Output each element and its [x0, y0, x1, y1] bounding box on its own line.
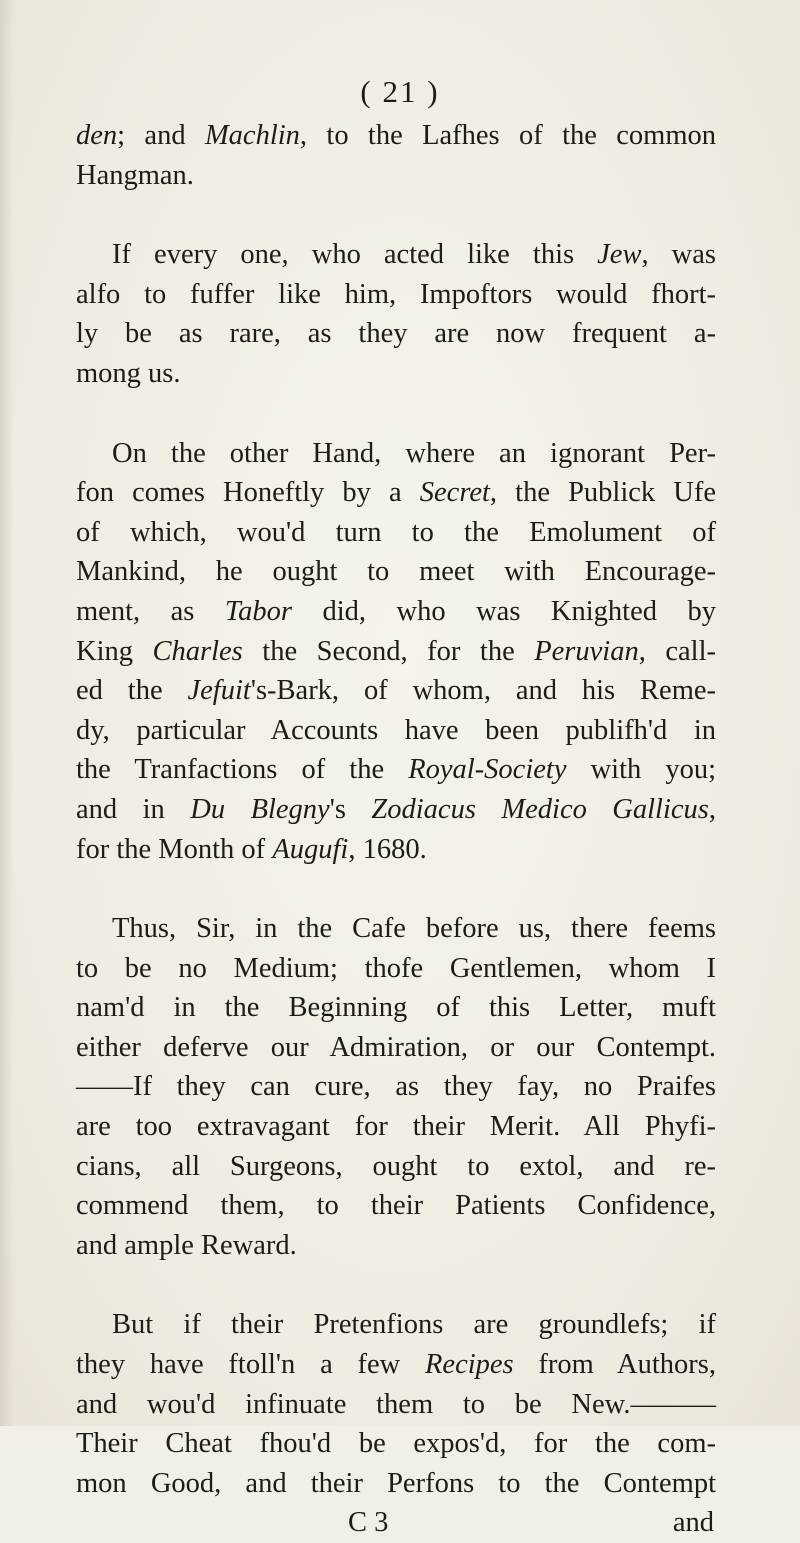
- line: Thus, Sir, in the Cafe before us, there feems: [112, 913, 716, 945]
- text-run: , was: [641, 239, 716, 271]
- line: [76, 116, 716, 156]
- text-run: , 1680.: [348, 833, 427, 865]
- paragraph-2: [76, 235, 716, 393]
- line: either deferve our Admiration, or our Contempt.: [76, 1031, 716, 1063]
- text-run: fon comes Honeftly by a: [76, 477, 420, 509]
- text-run: , the Publick Ufe: [489, 477, 716, 509]
- italic-word: Jefuit: [187, 675, 251, 707]
- page-footer: [76, 1503, 716, 1543]
- line: [76, 592, 716, 632]
- body-text: [76, 116, 716, 1543]
- text-run: with you;: [566, 754, 716, 786]
- paragraph-3: [76, 434, 716, 870]
- italic-word: Augufi: [272, 833, 349, 865]
- line: commend them, to their Patients Confidence,: [76, 1190, 716, 1222]
- text-run: ; and: [117, 120, 205, 151]
- text-run: for the Month of: [76, 833, 273, 865]
- line: alfo to fuffer like him, Impoftors would fhort-: [76, 278, 716, 310]
- italic-name: Du Blegny: [190, 793, 330, 825]
- text-run: the Tranfactions of the: [76, 754, 409, 786]
- line: [76, 235, 716, 275]
- paragraph-5: [76, 1305, 716, 1503]
- italic-word: Jew: [597, 239, 642, 271]
- line: are too extravagant for their Merit. All Phyfi-: [76, 1111, 716, 1143]
- text-run: ,: [708, 793, 717, 825]
- text-run: 's-Bark, of whom, and his Reme-: [250, 675, 716, 707]
- text-run: ment, as: [76, 595, 225, 627]
- line: [76, 830, 716, 870]
- italic-word: Secret: [419, 477, 490, 509]
- line: mong us.: [76, 357, 181, 389]
- text-run: from Authors,: [513, 1349, 716, 1381]
- line: [76, 750, 716, 790]
- line: ly be as rare, as they are now frequent a-: [76, 318, 716, 350]
- text-run: , to the Lafhes of the common: [299, 120, 716, 151]
- text-run: ed the: [76, 675, 188, 707]
- line: Mankind, he ought to meet with Encourage-: [76, 556, 716, 588]
- line: [76, 790, 716, 830]
- italic-word: Recipes: [425, 1349, 514, 1381]
- signature-mark: C 3: [348, 1507, 389, 1539]
- line: [76, 632, 716, 672]
- italic-name: Machlin: [204, 120, 300, 151]
- italic-word: den: [76, 120, 118, 151]
- page-edge-shadow: [0, 0, 14, 1426]
- text-run: , call-: [638, 635, 716, 667]
- italic-name: Royal-Society: [408, 754, 567, 786]
- text-run: 's: [329, 793, 372, 825]
- line: and ample Reward.: [76, 1229, 297, 1261]
- text-run: the Second, for the: [242, 635, 535, 667]
- line: But if their Pretenfions are groundlefs; if: [112, 1309, 716, 1341]
- line: Hangman.: [76, 159, 194, 191]
- text-run: and in: [76, 793, 191, 825]
- line: of which, wou'd turn to the Emolument of: [76, 516, 716, 548]
- line: [76, 671, 716, 711]
- line: dy, particular Accounts have been publifh'd in: [76, 714, 716, 746]
- italic-title: Zodiacus Medico Gallicus: [371, 793, 709, 825]
- line: [76, 1345, 716, 1385]
- italic-name: Charles: [152, 635, 243, 667]
- line: On the other Hand, where an ignorant Per-: [112, 437, 716, 469]
- line: [76, 473, 716, 513]
- text-run: did, who was Knighted by: [291, 595, 717, 627]
- text-run: King: [76, 635, 153, 667]
- line: nam'd in the Beginning of this Letter, muft: [76, 992, 716, 1024]
- line: Their Cheat fhou'd be expos'd, for the com-: [76, 1428, 716, 1460]
- page-number: ( 21 ): [360, 74, 440, 109]
- paragraph-4: [76, 909, 716, 1265]
- text-run: they have ftoll'n a few: [76, 1349, 426, 1381]
- line: cians, all Surgeons, ought to extol, and re-: [76, 1150, 716, 1182]
- paragraph-1: [76, 116, 716, 195]
- line: and wou'd infinuate them to be New.———: [76, 1388, 716, 1420]
- italic-word: Peruvian: [534, 635, 639, 667]
- line: to be no Medium; thofe Gentlemen, whom I: [76, 952, 716, 984]
- text-run: If every one, who acted like this: [112, 239, 598, 271]
- line: ——If they can cure, as they fay, no Praifes: [76, 1071, 716, 1103]
- italic-name: Tabor: [224, 595, 292, 627]
- line: mon Good, and their Perfons to the Contempt: [76, 1467, 716, 1499]
- catchword: and: [672, 1507, 714, 1539]
